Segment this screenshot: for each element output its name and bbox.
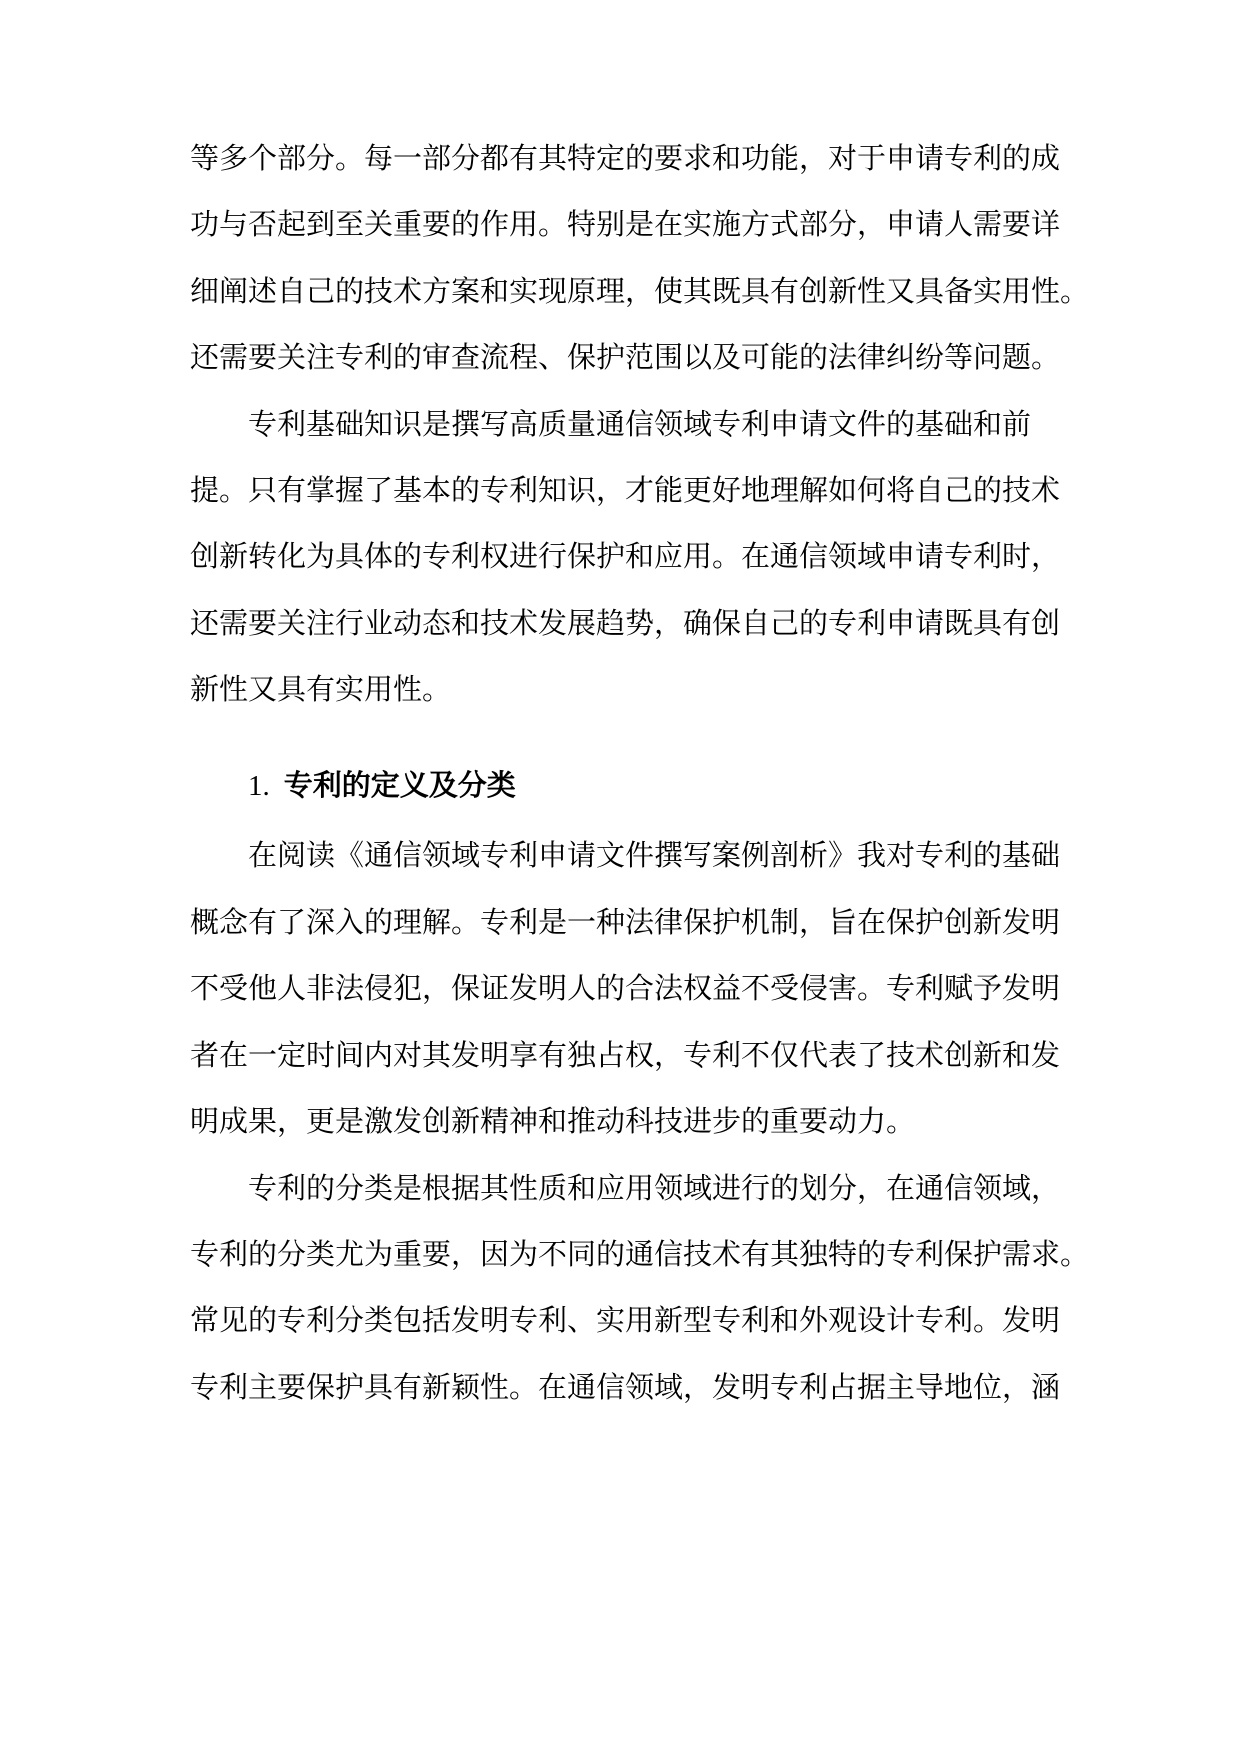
paragraph-1-line-1: 等多个部分。每一部分都有其特定的要求和功能，对于申请专利的成 [190, 141, 1061, 175]
paragraph-3-line-3: 不受他人非法侵犯，保证发明人的合法权益不受侵害。专利赋予发明 [190, 971, 1061, 1005]
paragraph-4-line-3: 常见的专利分类包括发明专利、实用新型专利和外观设计专利。发明 [190, 1303, 1061, 1337]
section-heading [248, 765, 516, 806]
paragraph-2-line-2: 提。只有掌握了基本的专利知识，才能更好地理解如何将自己的技术 [190, 473, 1061, 507]
paragraph-2-line-1: 专利基础知识是撰写高质量通信领域专利申请文件的基础和前 [248, 407, 1032, 441]
paragraph-3-line-2: 概念有了深入的理解。专利是一种法律保护机制，旨在保护创新发明 [190, 905, 1061, 939]
paragraph-4-line-2: 专利的分类尤为重要，因为不同的通信技术有其独特的专利保护需求。 [190, 1237, 1090, 1271]
section-title: 专利的定义及分类 [283, 768, 516, 802]
paragraph-4-line-1: 专利的分类是根据其性质和应用领域进行的划分，在通信领域， [248, 1171, 1061, 1205]
paragraph-2-line-3: 创新转化为具体的专利权进行保护和应用。在通信领域申请专利时， [190, 539, 1061, 573]
paragraph-1-line-3: 细阐述自己的技术方案和实现原理，使其既具有创新性又具备实用性。 [190, 274, 1090, 308]
paragraph-1-line-2: 功与否起到至关重要的作用。特别是在实施方式部分，申请人需要详 [190, 207, 1061, 241]
paragraph-3-line-5: 明成果，更是激发创新精神和推动科技进步的重要动力。 [190, 1104, 916, 1138]
paragraph-4-line-4: 专利主要保护具有新颖性。在通信领域，发明专利占据主导地位，涵 [190, 1370, 1061, 1404]
paragraph-3-line-4: 者在一定时间内对其发明享有独占权，专利不仅代表了技术创新和发 [190, 1038, 1061, 1072]
section-number: 1. [248, 770, 270, 802]
paragraph-3-line-1: 在阅读《通信领域专利申请文件撰写案例剖析》我对专利的基础 [248, 838, 1061, 872]
paragraph-2-line-5: 新性又具有实用性。 [190, 672, 452, 706]
paragraph-1-line-4: 还需要关注专利的审查流程、保护范围以及可能的法律纠纷等问题。 [190, 340, 1061, 374]
paragraph-2-line-4: 还需要关注行业动态和技术发展趋势，确保自己的专利申请既具有创 [190, 606, 1061, 640]
